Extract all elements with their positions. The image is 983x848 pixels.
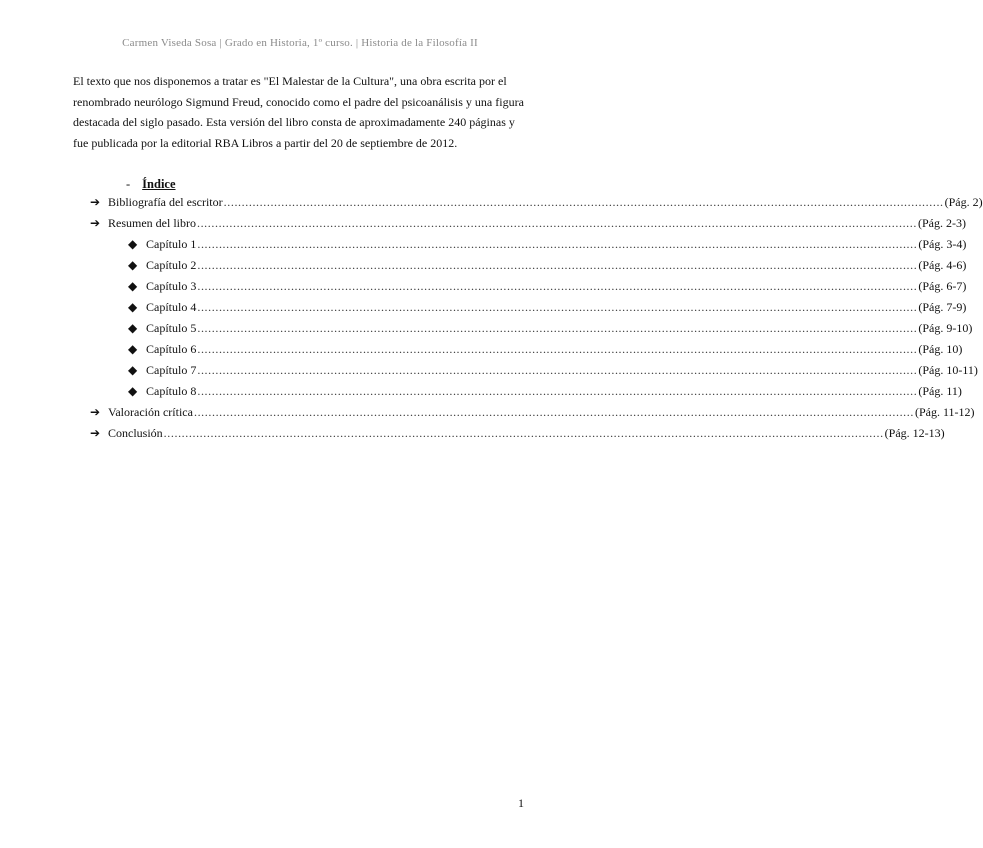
intro-line: renombrado neurólogo Sigmund Freud, conocido como el padre del psicoanálisis y una figura	[73, 94, 524, 109]
toc-entry-page: (Pág. 9-10)	[918, 321, 973, 335]
page-number: 1	[518, 796, 524, 810]
diamond-bullet-icon: ◆	[128, 363, 138, 377]
toc-entry-label: Resumen del libro	[108, 216, 196, 230]
toc-dot-leader: ........................................................................................................................................................................................................	[197, 342, 918, 356]
diamond-bullet-icon: ◆	[128, 279, 138, 293]
toc-entry-label: Capítulo 7	[146, 363, 197, 377]
arrow-bullet-icon: ➔	[90, 195, 101, 209]
toc-entry-label: Capítulo 8	[146, 384, 197, 398]
toc-dot-leader: ........................................................................................................................................................................................................	[197, 258, 918, 272]
page-header: Carmen Viseda Sosa | Grado en Historia, 1º curso. | Historia de la Filosofía II	[122, 37, 478, 49]
intro-line: El texto que nos disponemos a tratar es "El Malestar de la Cultura", una obra escrita por el	[73, 74, 507, 88]
toc-entry	[128, 342, 963, 358]
toc-entry-label: Valoración crítica	[108, 405, 193, 419]
toc-entry	[128, 363, 978, 379]
intro-paragraph	[73, 71, 533, 153]
toc-dot-leader: ........................................................................................................................................................................................................	[197, 300, 918, 314]
toc-entry	[128, 321, 973, 337]
arrow-bullet-icon: ➔	[90, 405, 101, 419]
toc-dot-leader: ........................................................................................................................................................................................................	[193, 405, 914, 419]
toc-entry-label: Capítulo 2	[146, 258, 197, 272]
index-title: Índice	[142, 177, 176, 191]
toc-entry	[128, 258, 967, 274]
diamond-bullet-icon: ◆	[128, 300, 138, 314]
toc-entry-page: (Pág. 10)	[918, 342, 963, 356]
toc-entry-page: (Pág. 10-11)	[918, 363, 978, 377]
intro-line: fue publicada por la editorial RBA Libros a partir del 20 de septiembre de 2012.	[73, 135, 458, 150]
toc-dot-leader: ........................................................................................................................................................................................................	[197, 363, 918, 377]
diamond-bullet-icon: ◆	[128, 258, 138, 272]
toc-entry-page: (Pág. 2)	[944, 195, 983, 209]
toc-entry-page: (Pág. 11-12)	[914, 405, 975, 419]
toc-dot-leader: ........................................................................................................................................................................................................	[197, 237, 918, 251]
toc-entry-label: Capítulo 5	[146, 321, 197, 335]
toc-entry	[90, 426, 945, 442]
toc-entry-page: (Pág. 6-7)	[918, 279, 967, 293]
toc-dot-leader: ........................................................................................................................................................................................................	[197, 321, 918, 335]
toc-entry-page: (Pág. 4-6)	[918, 258, 967, 272]
index-heading	[126, 177, 176, 192]
toc-entry-page: (Pág. 2-3)	[917, 216, 966, 230]
toc-entry	[90, 195, 983, 211]
toc-entry-page: (Pág. 12-13)	[884, 426, 945, 440]
diamond-bullet-icon: ◆	[128, 237, 138, 251]
toc-entry-label: Capítulo 6	[146, 342, 197, 356]
toc-dot-leader: ........................................................................................................................................................................................................	[223, 195, 944, 209]
toc-entry	[90, 216, 966, 232]
toc-entry-label: Capítulo 4	[146, 300, 197, 314]
toc-entry-page: (Pág. 7-9)	[918, 300, 967, 314]
toc-entry-label: Conclusión	[108, 426, 163, 440]
toc-entry-label: Bibliografía del escritor	[108, 195, 223, 209]
toc-dot-leader: ........................................................................................................................................................................................................	[196, 216, 917, 230]
toc-dot-leader: ........................................................................................................................................................................................................	[197, 384, 918, 398]
toc-dot-leader: ........................................................................................................................................................................................................	[197, 279, 918, 293]
diamond-bullet-icon: ◆	[128, 384, 138, 398]
toc-dot-leader: ........................................................................................................................................................................................................	[163, 426, 884, 440]
toc-entry	[128, 279, 967, 295]
heading-dash: -	[126, 177, 131, 191]
arrow-bullet-icon: ➔	[90, 216, 101, 230]
toc-entry-page: (Pág. 3-4)	[918, 237, 967, 251]
toc-entry	[128, 384, 962, 400]
toc-entry	[90, 405, 975, 421]
toc-entry-label: Capítulo 1	[146, 237, 197, 251]
toc-entry-page: (Pág. 11)	[918, 384, 962, 398]
toc-entry	[128, 237, 967, 253]
toc-entry	[128, 300, 967, 316]
toc-entry-label: Capítulo 3	[146, 279, 197, 293]
intro-line: destacada del siglo pasado. Esta versión del libro consta de aproximadamente 240 páginas y	[73, 115, 515, 129]
diamond-bullet-icon: ◆	[128, 321, 138, 335]
arrow-bullet-icon: ➔	[90, 426, 101, 440]
diamond-bullet-icon: ◆	[128, 342, 138, 356]
